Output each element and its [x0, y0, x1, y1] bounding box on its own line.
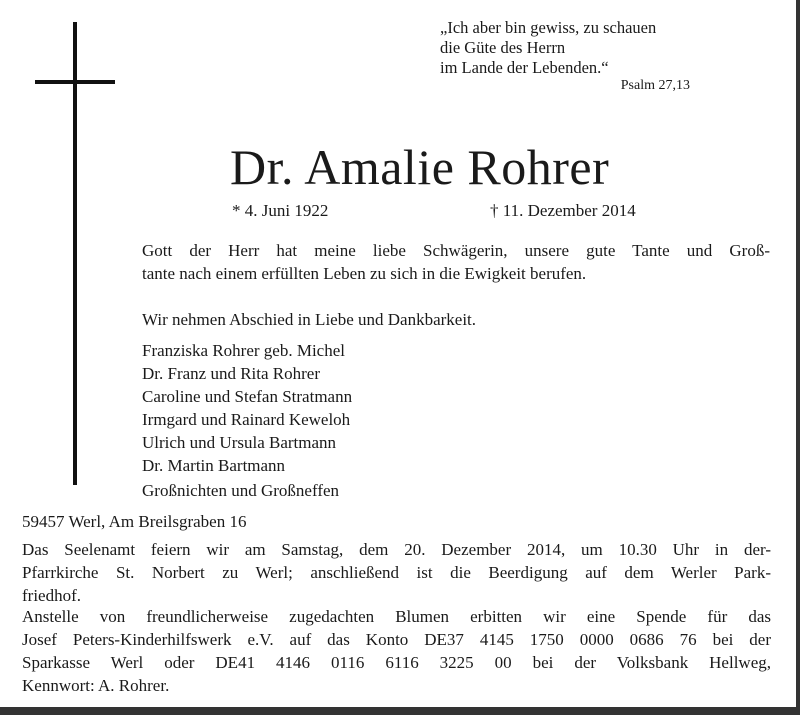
quote-line: „Ich aber bin gewiss, zu schauen — [440, 18, 657, 37]
donation-line: Anstelle von freundlicherweise zugedachten Blumen erbitten wir eine Spende für das — [22, 607, 771, 626]
cross-vertical — [73, 22, 77, 485]
donation-line: Sparkasse Werl oder DE41 4146 0116 6116 3225 00 bei der Volksbank Hellweg, — [22, 653, 771, 672]
intro-line: tante nach einem erfüllten Leben zu sich in die Ewigkeit berufen. — [142, 264, 587, 283]
quote-source: Psalm 27,13 — [620, 78, 690, 93]
service-line: friedhof. — [22, 586, 82, 605]
border-right — [796, 0, 800, 711]
donation-text — [22, 605, 771, 697]
mourner: Irmgard und Rainard Keweloh — [142, 410, 351, 429]
death-date: † 11. Dezember 2014 — [490, 201, 636, 220]
mourner: Dr. Franz und Rita Rohrer — [142, 364, 320, 383]
birth-date: * 4. Juni 1922 — [232, 201, 329, 220]
service-line: Pfarrkirche St. Norbert zu Werl; anschließend ist die Beerdigung auf dem Werler Park- — [22, 563, 771, 582]
border-bottom — [0, 707, 800, 715]
mourner: Großnichten und Großneffen — [142, 481, 340, 500]
deceased-name: Dr. Amalie Rohrer — [230, 139, 610, 195]
farewell-text: Wir nehmen Abschied in Liebe und Dankbarkeit. — [142, 310, 477, 329]
donation-line: Josef Peters-Kinderhilfswerk e.V. auf das Konto DE37 4145 1750 0000 0686 76 bei der — [22, 630, 771, 649]
quote-line: die Güte des Herrn — [440, 38, 566, 57]
address: 59457 Werl, Am Breilsgraben 16 — [22, 512, 247, 531]
cross-horizontal — [35, 80, 115, 84]
mourner: Caroline und Stefan Stratmann — [142, 387, 353, 406]
intro-text — [142, 239, 770, 285]
donation-line: Kennwort: A. Rohrer. — [22, 676, 170, 695]
mourner: Franziska Rohrer geb. Michel — [142, 341, 345, 360]
intro-line: Gott der Herr hat meine liebe Schwägerin, unsere gute Tante und Groß- — [142, 241, 770, 260]
service-text — [22, 538, 771, 607]
mourner: Dr. Martin Bartmann — [142, 456, 286, 475]
service-line: Das Seelenamt feiern wir am Samstag, dem 20. Dezember 2014, um 10.30 Uhr in der- — [22, 540, 771, 559]
quote-line: im Lande der Lebenden.“ — [440, 58, 609, 77]
mourner: Ulrich und Ursula Bartmann — [142, 433, 337, 452]
bible-quote — [440, 18, 656, 78]
mourners-list — [142, 339, 352, 502]
